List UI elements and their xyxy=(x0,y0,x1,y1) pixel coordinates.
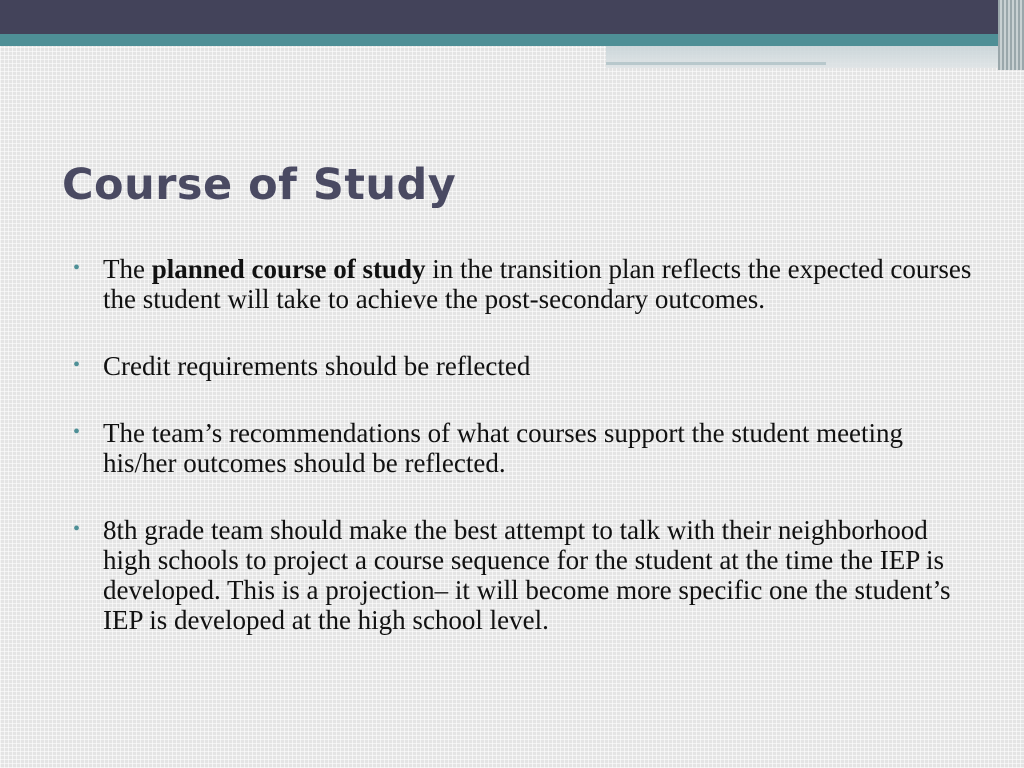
bullet-text-bold: planned course of study xyxy=(151,254,426,284)
bullet-item-credit xyxy=(72,351,972,381)
accent-light-line xyxy=(606,62,826,65)
bullet-text: 8th grade team should make the best attempt to talk with their neighborhood high schools to project a course sequence for the student at the time the IEP is developed. This is a projection– it will become more specific one the student’s IEP is developed at the high school level. xyxy=(103,515,951,635)
bullet-item-team xyxy=(72,418,972,478)
accent-band xyxy=(0,34,1000,46)
bullet-text: Credit requirements should be reflected xyxy=(103,351,531,381)
bullet-icon: • xyxy=(73,257,81,279)
bullet-icon: • xyxy=(73,518,81,540)
bullet-text-pre: The xyxy=(103,254,152,284)
bullet-icon: • xyxy=(73,354,81,376)
header-band xyxy=(0,0,1024,34)
bullet-icon: • xyxy=(73,421,81,443)
slide-title: Course of Study xyxy=(62,160,457,210)
corner-stripes xyxy=(998,0,1024,70)
bullet-item-8th-grade xyxy=(72,515,972,635)
bullet-list xyxy=(72,254,972,672)
bullet-text: The team’s recommendations of what courses support the student meeting his/her outcomes should be reflected. xyxy=(103,418,904,478)
bullet-text-post: in the transition plan reflects the expected courses the student will take to achieve the post-secondary outcomes. xyxy=(103,254,972,314)
bullet-item-planned-course xyxy=(72,254,972,314)
